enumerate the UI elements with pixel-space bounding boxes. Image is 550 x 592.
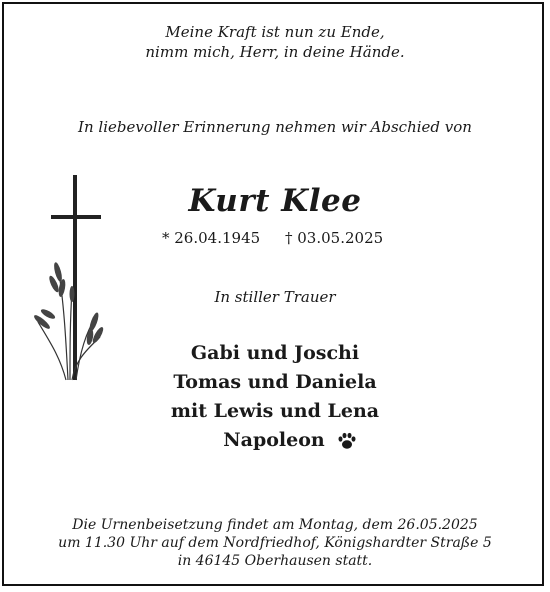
deceased-name: Kurt Klee	[188, 183, 362, 219]
mourners-list	[0, 339, 550, 455]
mourner-line: Napoleon	[223, 429, 325, 451]
mourner-line: Tomas und Daniela	[173, 371, 377, 393]
mourner-line: Gabi und Joschi	[190, 342, 360, 364]
intro-text: In liebevoller Erinnerung nehmen wir Abschied von	[78, 118, 472, 136]
birth-date: * 26.04.1945	[162, 229, 261, 247]
mourner-line: mit Lewis und Lena	[170, 400, 380, 422]
paw-print-icon	[337, 431, 357, 451]
death-date: † 03.05.2025	[285, 229, 384, 247]
funeral-info-line-3: in 46145 Oberhausen statt.	[177, 553, 373, 569]
trauer-text: In stiller Trauer	[214, 288, 336, 306]
funeral-info-line-2: um 11.30 Uhr auf dem Nordfriedhof, Königshardter Straße 5	[58, 535, 492, 551]
verse-line-1: Meine Kraft ist nun zu Ende,	[165, 23, 385, 41]
funeral-info-line-1: Die Urnenbeisetzung findet am Montag, dem 26.05.2025	[72, 517, 478, 533]
verse-line-2: nimm mich, Herr, in deine Hände.	[145, 43, 405, 61]
mourner-napoleon	[223, 426, 356, 455]
verse	[0, 22, 550, 62]
funeral-info	[0, 516, 550, 570]
